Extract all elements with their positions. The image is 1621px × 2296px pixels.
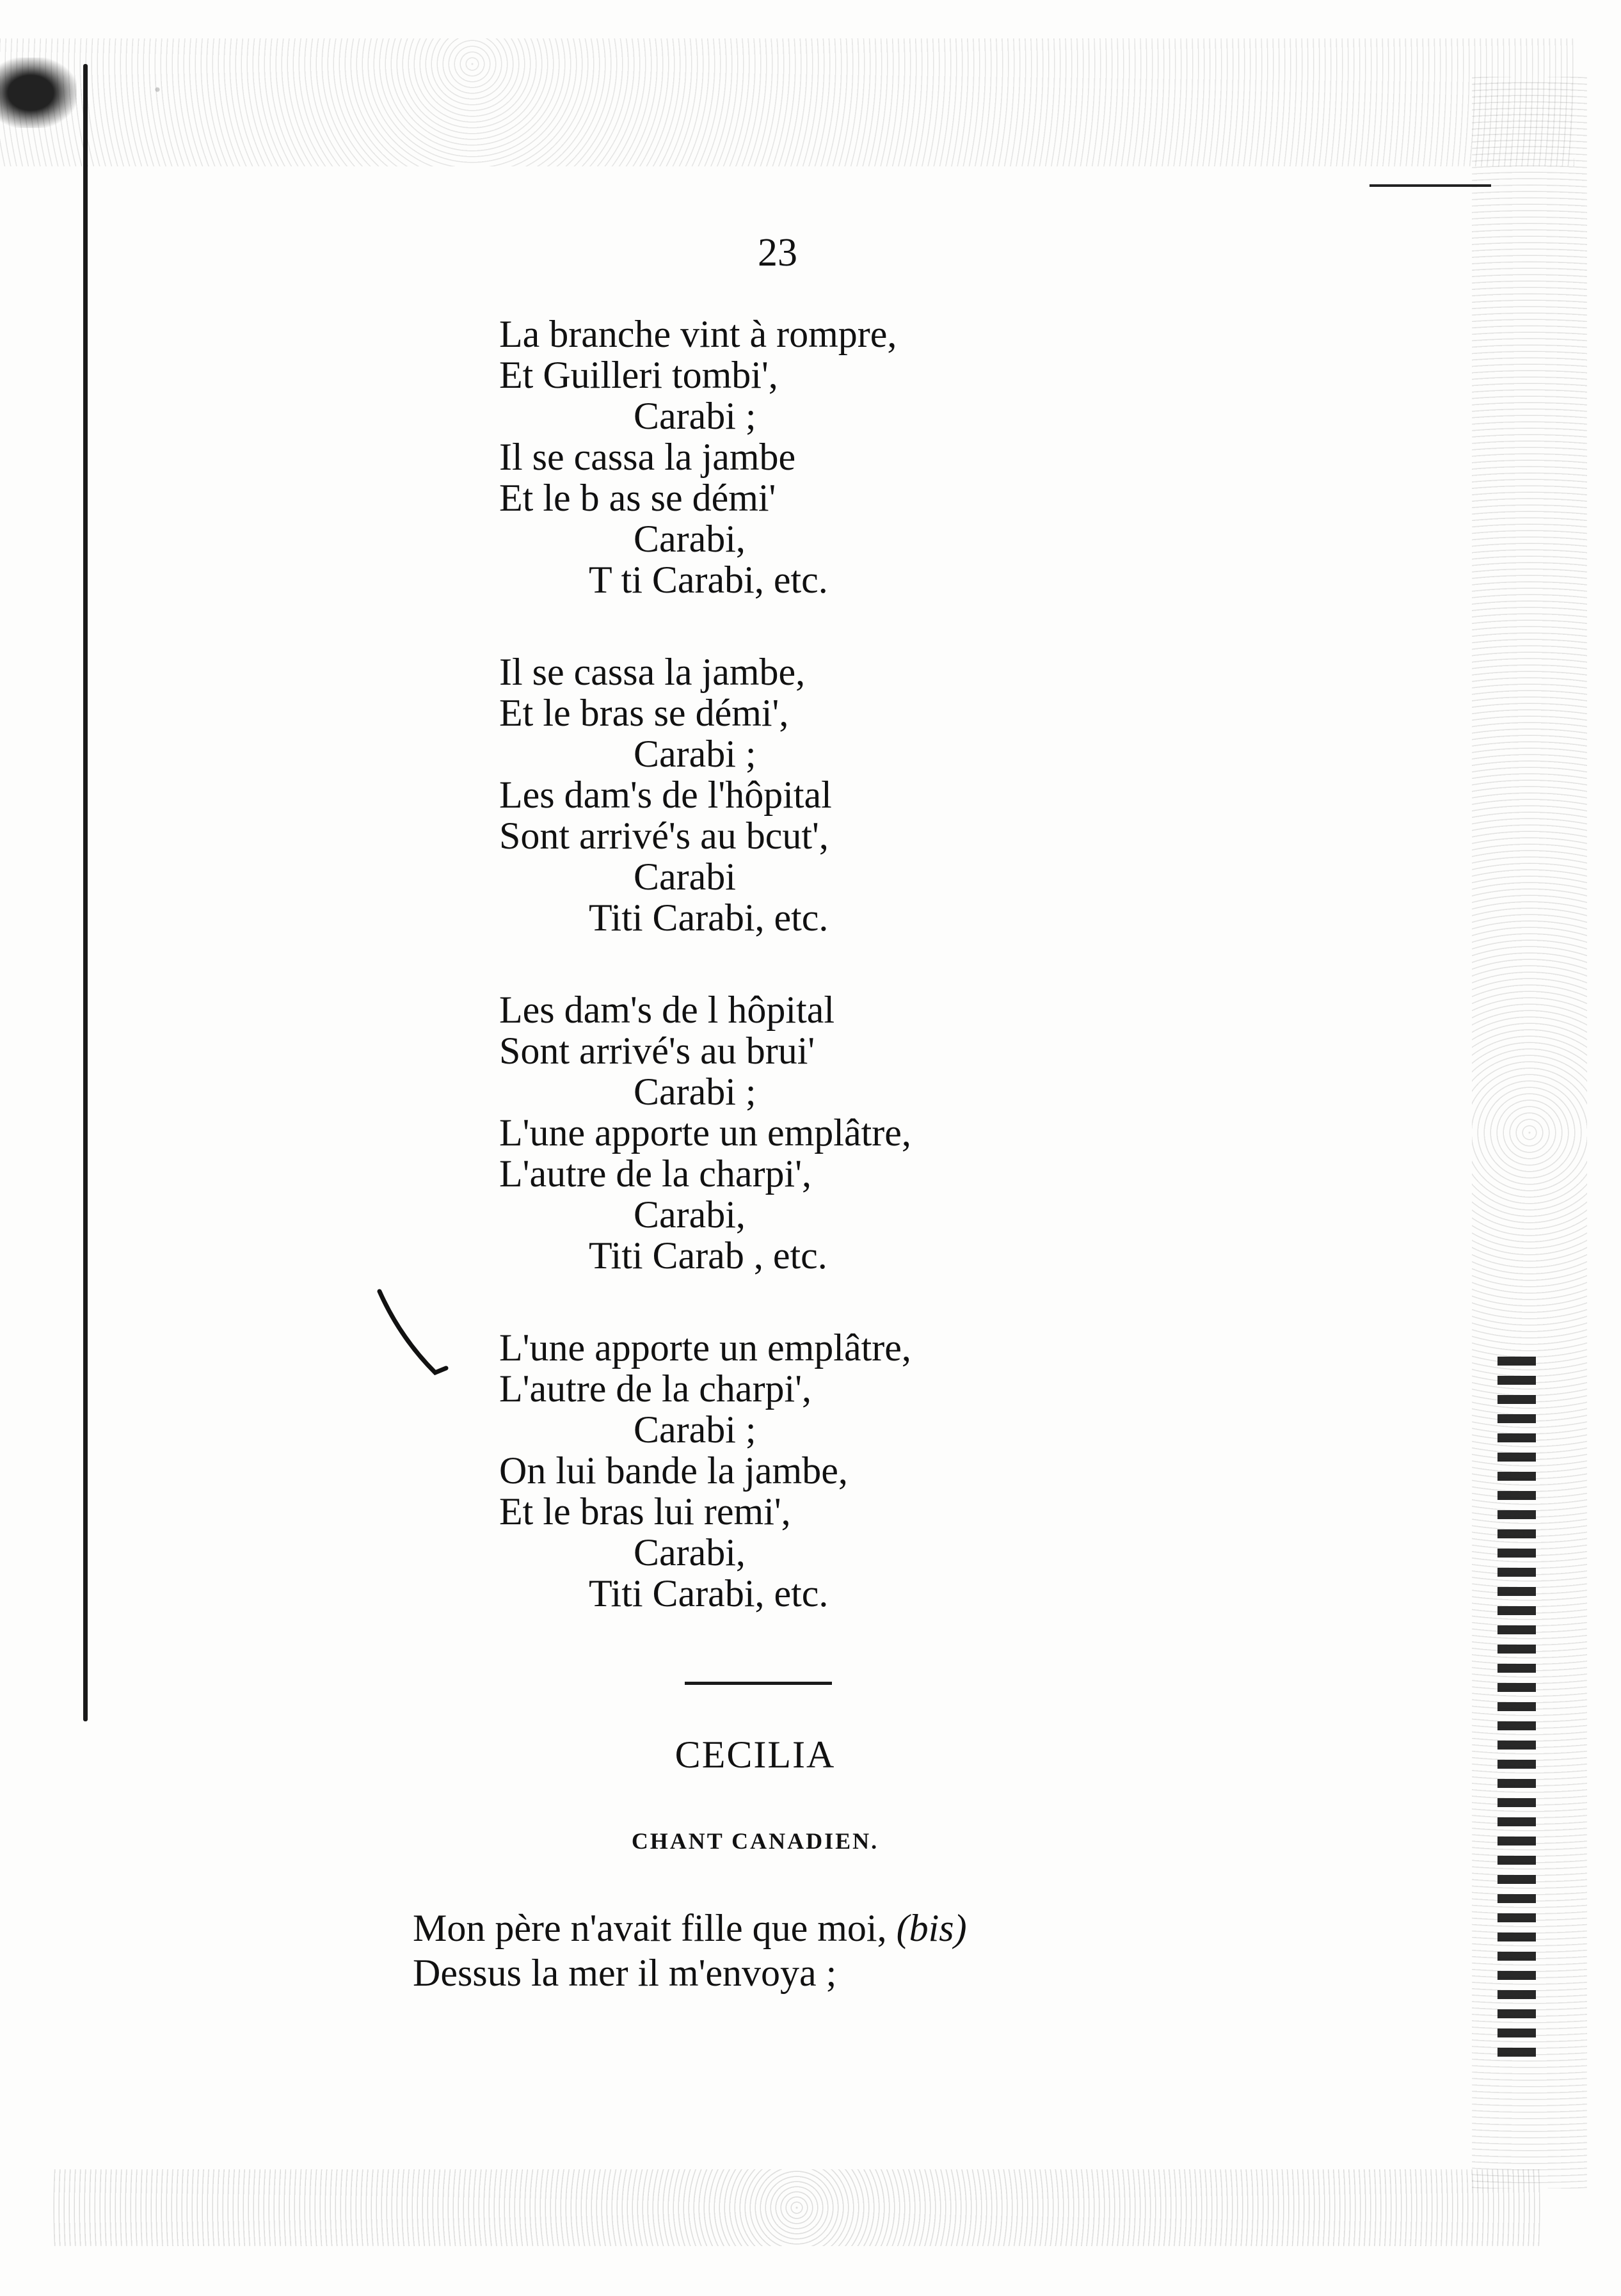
verse-line: Sont arrivé's au bcut', xyxy=(499,815,829,857)
verse-line: L'une apporte un emplâtre, xyxy=(499,1112,911,1154)
verse-line: Les dam's de l'hôpital xyxy=(499,774,832,816)
verse-line: Et Guilleri tombi', xyxy=(499,354,778,396)
edge-rule xyxy=(1369,184,1491,187)
verse-line: L'autre de la charpi', xyxy=(499,1152,812,1195)
binding-margin-line xyxy=(83,64,88,1721)
verse-line: On lui bande la jambe, xyxy=(499,1449,848,1492)
stanza-line xyxy=(413,1906,967,1950)
stanza-line-text: Dessus la mer il m'envoya ; xyxy=(413,1952,837,1994)
verse-line: Il se cassa la jambe, xyxy=(499,651,806,693)
verse-4 xyxy=(499,1327,911,1614)
scan-noise-bottom xyxy=(51,2169,1542,2246)
verse-line-refrain: Carabi, xyxy=(634,518,746,560)
stanza-line xyxy=(413,1950,967,1995)
repeat-mark: (bis) xyxy=(896,1907,967,1949)
verse-1 xyxy=(499,314,897,600)
verse-2 xyxy=(499,651,832,938)
verse-line-refrain: Carabi ; xyxy=(634,733,756,775)
verse-line: Sont arrivé's au brui' xyxy=(499,1030,815,1072)
section-divider xyxy=(685,1682,832,1685)
verse-line-refrain: Carabi ; xyxy=(634,1408,756,1451)
scan-noise-top xyxy=(0,38,1574,166)
verse-line-refrain: Carabi, xyxy=(634,1193,746,1236)
verse-line-refrain: Carabi, xyxy=(634,1531,746,1574)
verse-line-refrain: Carabi ; xyxy=(634,1071,756,1113)
verse-line: L'une apporte un emplâtre, xyxy=(499,1327,911,1369)
song-title: CECILIA xyxy=(675,1734,836,1776)
verse-line: La branche vint à rompre, xyxy=(499,313,897,355)
verse-line: Et le b as se démi' xyxy=(499,477,776,519)
song-stanza xyxy=(413,1906,967,1995)
verse-line-refrain: Titi Carab , etc. xyxy=(589,1234,827,1277)
verse-line-refrain: T ti Carabi, etc. xyxy=(589,559,828,601)
verse-line: Et le bras lui remi', xyxy=(499,1490,791,1533)
handwritten-check-mark-icon xyxy=(374,1286,451,1389)
verse-line-refrain: Carabi ; xyxy=(634,395,756,437)
verse-line: L'autre de la charpi', xyxy=(499,1367,812,1410)
scan-edge-marks xyxy=(1497,1357,1536,2061)
page-number: 23 xyxy=(758,231,797,275)
ink-blot xyxy=(0,58,77,128)
verse-line-refrain: Titi Carabi, etc. xyxy=(589,1572,829,1614)
verse-line: Il se cassa la jambe xyxy=(499,436,796,478)
song-subtitle: CHANT CANADIEN. xyxy=(631,1828,879,1854)
verse-line: Et le bras se démi', xyxy=(499,692,789,734)
verse-line: Les dam's de l hôpital xyxy=(499,989,835,1031)
verse-3 xyxy=(499,989,911,1276)
stanza-line-text: Mon père n'avait fille que moi, xyxy=(413,1907,897,1949)
verse-line-refrain: Carabi xyxy=(634,856,736,898)
verse-line-refrain: Titi Carabi, etc. xyxy=(589,897,829,939)
